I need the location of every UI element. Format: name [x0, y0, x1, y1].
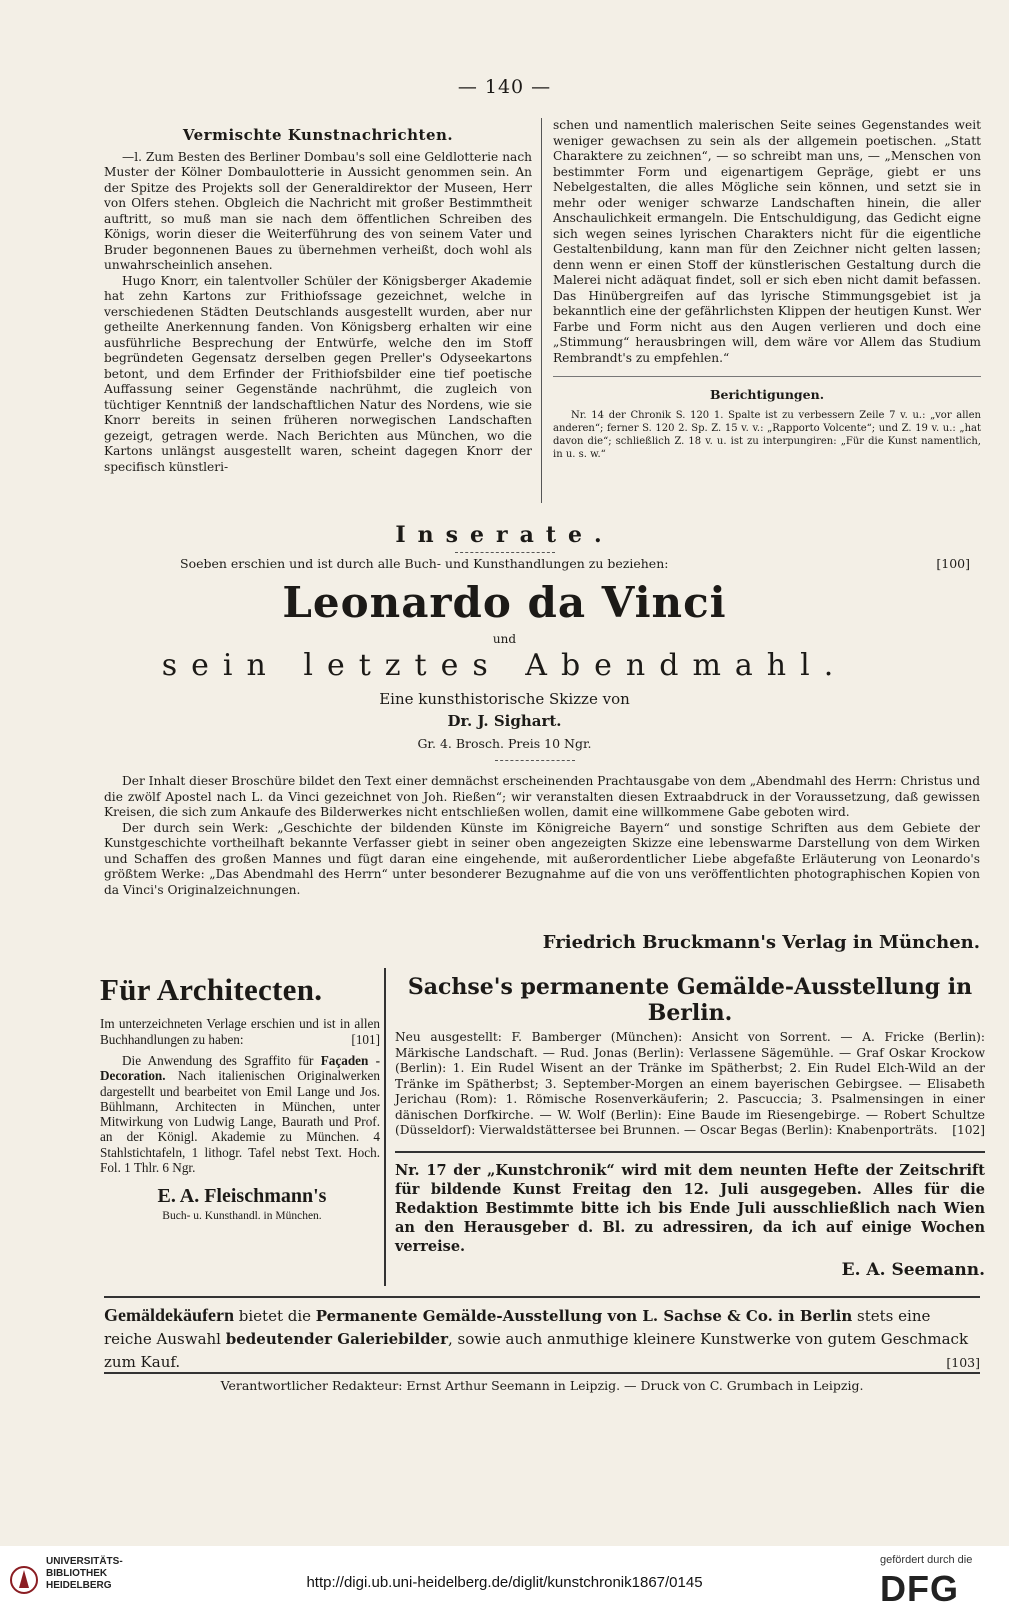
- corrections-text: Nr. 14 der Chronik S. 120 1. Spalte ist zu verbessern Zeile 7 v. u.: „vor allen anderen“; ferner S. 120 2. Sp. Z. 15 v. v.: „Rapporto Volcente“; und Z. 19 v. u.: „hat davon die“; schließlich Z. 18 v. u. ist zu interpungiren: „Für die Kunst namentlich, in u. s. w.“: [553, 409, 981, 460]
- architecten-ad: [100, 968, 386, 1286]
- galerie-lead: Gemäldekäufern: [104, 1305, 234, 1325]
- galerie-text-3: , sowie auch anmuthige kleinere Kunstwerke von gutem Geschmack zum Kauf.: [104, 1330, 969, 1371]
- architecten-shop: Buch- u. Kunsthandl. in München.: [162, 1210, 322, 1223]
- source-url[interactable]: http://digi.ub.uni-heidelberg.de/diglit/kunstchronik1867/0145: [306, 1574, 703, 1591]
- funding-note: gefördert durch die: [880, 1554, 973, 1566]
- availability-text: Soeben erschien und ist durch alle Buch- und Kunsthandlungen zu beziehen:: [180, 556, 669, 571]
- conjunction: und: [492, 632, 517, 646]
- notice-signature: E. A. Seemann.: [841, 1259, 985, 1280]
- library-line: BIBLIOTHEK: [46, 1568, 108, 1579]
- page-number: — 140 —: [457, 76, 552, 98]
- ad-reference: [103]: [946, 1355, 980, 1370]
- imprint: Verantwortlicher Redakteur: Ernst Arthur Seemann in Leipzig. — Druck von C. Grumbach in Leipzig.: [220, 1378, 864, 1393]
- corrections-title: Berichtigungen.: [709, 387, 825, 402]
- book-subtitle: Eine kunsthistorische Skizze von: [379, 690, 630, 708]
- column-divider: [541, 118, 542, 503]
- dfg-logo: DFG: [880, 1568, 959, 1609]
- description-paragraph: Der Inhalt dieser Broschüre bildet den Text einer demnächst erscheinenden Prachtausgabe von dem „Abendmahl des Herrn: Christus und die zwölf Apostel nach L. da Vinci gezeichnet von Joh. Rießen“; wir veranstalten diesen Extraabdruck in der Voraussetzung, daß gewissen Kreisen, die sich zum Ankaufe des Bilderwerkes nicht entschließen wollen, damit eine willkommene Gabe geboten wird.: [104, 774, 980, 819]
- galerie-bold-2: bedeutender Galeriebilder: [225, 1330, 449, 1348]
- ad-reference: [100]: [936, 556, 970, 571]
- galerie-bold: Permanente Gemälde-Ausstellung von L. Sachse & Co. in Berlin: [315, 1307, 853, 1325]
- book-author: Dr. J. Sighart.: [447, 712, 562, 730]
- architecten-body: [100, 1053, 384, 1175]
- ad-reference: [101]: [351, 1031, 380, 1047]
- article-paragraph: Hugo Knorr, ein talentvoller Schüler der Königsberger Akademie hat zehn Kartons zur Frithiofssage gezeichnet, welche in verschiedenen Städten Deutschlands ausgestellt wurden, aber nur getheilte Anerkennung fanden. Von Königsberg erhalten wir eine ausführliche Besprechung der Entwürfe, welche den im Stoff begründeten Gegensatz derselben gegen Preller's Odyseekartons betont, und dem Erfinder der Frithiofsbilder eine tief poetische Auffassung seiner Gegenstände nachrühmt, die zugleich von tüchtiger Kenntniß der landschaftlichen Natur des Nordens, wie sie Knorr bereits in seinen früheren norwegischen Landschaften gezeigt, getragen werde. Nach Berichten aus München, wo die Kartons unlängst ausgestellt waren, scheint dagegen Knorr der specifisch künstleri-: [104, 273, 532, 474]
- ornament-divider: [495, 760, 575, 762]
- section-title: Vermischte Kunstnachrichten.: [182, 126, 454, 144]
- sachse-ad: [395, 968, 985, 1286]
- library-line: HEIDELBERG: [46, 1580, 112, 1591]
- availability-line: [180, 556, 970, 571]
- ornament-divider: [455, 552, 555, 554]
- library-line: UNIVERSITÄTS-: [46, 1556, 123, 1567]
- sachse-body-text: Neu ausgestellt: F. Bamberger (München): Ansicht von Sorrent. — A. Fricke (Berlin): Märkische Landschaft. — Rud. Jonas (Berlin): Verlassene Sägemühle. — Graf Oskar Krockow (Berlin): 1. Ein Rudel Wisent an der Tränke im Spätherbst; 2. Ein Rudel Elch-Wild an der Tränke im Spätherbst; 3. September-Morgen an einem bayerischen Gebirgsee. — Elisabeth Jerichau (Rom): 1. Römische Rosenverkäuferin; 2. Pascuccia; 3. Psalmensingen in einer dänischen Dorfkirche. — W. Wolf (Berlin): Eine Baude im Riesengebirge. — Robert Schultze (Düsseldorf): Vierwaldstättersee bei Brunnen. — Oscar Begas (Berlin): Knabenporträts.: [395, 1030, 985, 1137]
- architecten-body-text: Die Anwendung des Sgraffito für: [122, 1053, 321, 1068]
- architecten-intro: [100, 1016, 384, 1047]
- architecten-body-bold: Façaden - Decoration.: [100, 1053, 380, 1084]
- book-title-2: sein letztes Abendmahl.: [161, 648, 848, 683]
- galerie-text: bietet die: [234, 1307, 316, 1325]
- divider: [553, 376, 981, 377]
- left-column: [104, 124, 532, 475]
- galerie-text-2: stets eine reiche Auswahl: [104, 1307, 931, 1348]
- description-paragraph: Der durch sein Werk: „Geschichte der bildenden Künste im Königreiche Bayern“ und sonstige Schriften aus dem Gebiete der Kunstgeschichte vortheilhaft bekannte Verfasser giebt in seiner oben angezeigten Skizze eine lebenswarme Darstellung von dem Wirken und Schaffen des großen Mannes und fügt daran eine eingehende, mit außerordentlicher Liebe abgefaßte Erläuterung von Leonardo's größtem Werke: „Das Abendmahl des Herrn“ unter besonderer Bezugnahme auf die von uns veröffentlichten photographischen Kopien von da Vinci's Originalzeichnungen.: [104, 820, 980, 897]
- architecten-title: Für Architecten.: [100, 972, 323, 1007]
- article-paragraph: —l. Zum Besten des Berliner Dombau's soll eine Geldlotterie nach Muster der Kölner Dombaulotterie in Aussicht genommen sein. An der Spitze des Projekts soll der Generaldirektor der Museen, Herr von Olfers stehen. Obgleich die Nachricht mit großer Bestimmtheit auftritt, so muß man sie nach dem öffentlichen Schreiben des Königs, worin dieser die Weiterführung des von seinem Vater und Bruder begonnenen Baues zu übernehmen verheißt, doch wohl als unwahrscheinlich ansehen.: [104, 149, 532, 272]
- architecten-intro-text: Im unterzeichneten Verlage erschien und ist in allen Buchhandlungen zu haben:: [100, 1016, 380, 1047]
- galerie-ad: [104, 1296, 980, 1374]
- book-format: Gr. 4. Brosch. Preis 10 Ngr.: [417, 736, 592, 751]
- sachse-body: [395, 1030, 985, 1139]
- architecten-publisher: E. A. Fleischmann's: [157, 1185, 327, 1208]
- architecten-body-text-2: Nach italienischen Originalwerken dargestellt und bearbeitet von Emil Lange und Jos. Bühlmann, Architecten in München, unter Mitwirkung von Ludwig Lange, Baurath und Prof. an der Königl. Akademie zu München. 4 Stahlstichtafeln, 1 lithogr. Tafel nebst Text. Hoch. Fol. 1 Thlr. 6 Ngr.: [100, 1068, 380, 1176]
- book-title: Leonardo da Vinci: [282, 578, 727, 627]
- publisher-line: Friedrich Bruckmann's Verlag in München.: [542, 932, 980, 953]
- right-column: [553, 118, 981, 461]
- footer-divider: [104, 1372, 980, 1374]
- sachse-title: Sachse's permanente Gemälde-Ausstellung in Berlin.: [407, 974, 973, 1026]
- book-description: [104, 774, 980, 898]
- editorial-notice: Nr. 17 der „Kunstchronik“ wird mit dem neunten Hefte der Zeitschrift für bildende Kunst Freitag den 12. Juli ausgegeben. Alles für die Redaktion Bestimmte bitte ich bis Ende Juli ausschließlich nach Wien an den Herausgeber d. Bl. zu adressiren, da ich auf einige Wochen verreise.: [395, 1151, 985, 1256]
- article-paragraph: schen und namentlich malerischen Seite seines Gegenstandes weit weniger gewachsen zu sein als der allgemein poetischen. „Statt Charaktere zu zeichnen“, — so schreibt man uns, — „Menschen von bestimmter Form und eigenartigem Gepräge, giebt er uns Nebelgestalten, die alles Mögliche sein können, und setzt sie in mehr oder weniger schwarze Landschaften hinein, die aller Anschaulichkeit ermangeln. Die Entschuldigung, das Gedicht eigne sich wegen seines lyrischen Charakters nicht für die eigentliche Gestaltenbildung, kann man für den Zeichner nicht gelten lassen; denn wenn er einen Stoff der künstlerischen Gestaltung durch die Malerei nicht adäquat findet, soll er sich eben nicht damit befassen. Das Hinübergreifen auf das lyrische Stimmungsgebiet ist ja bekanntlich eine der gefährlichsten Klippen der heutigen Kunst. Wer Farbe und Form nicht aus den Augen verlieren und doch eine „Stimmung“ herausbringen will, dem wäre vor Allem das Studium Rembrandt's zu empfehlen.“: [553, 118, 981, 365]
- ad-reference: [102]: [952, 1123, 985, 1137]
- inserate-heading: Inserate.: [395, 522, 614, 548]
